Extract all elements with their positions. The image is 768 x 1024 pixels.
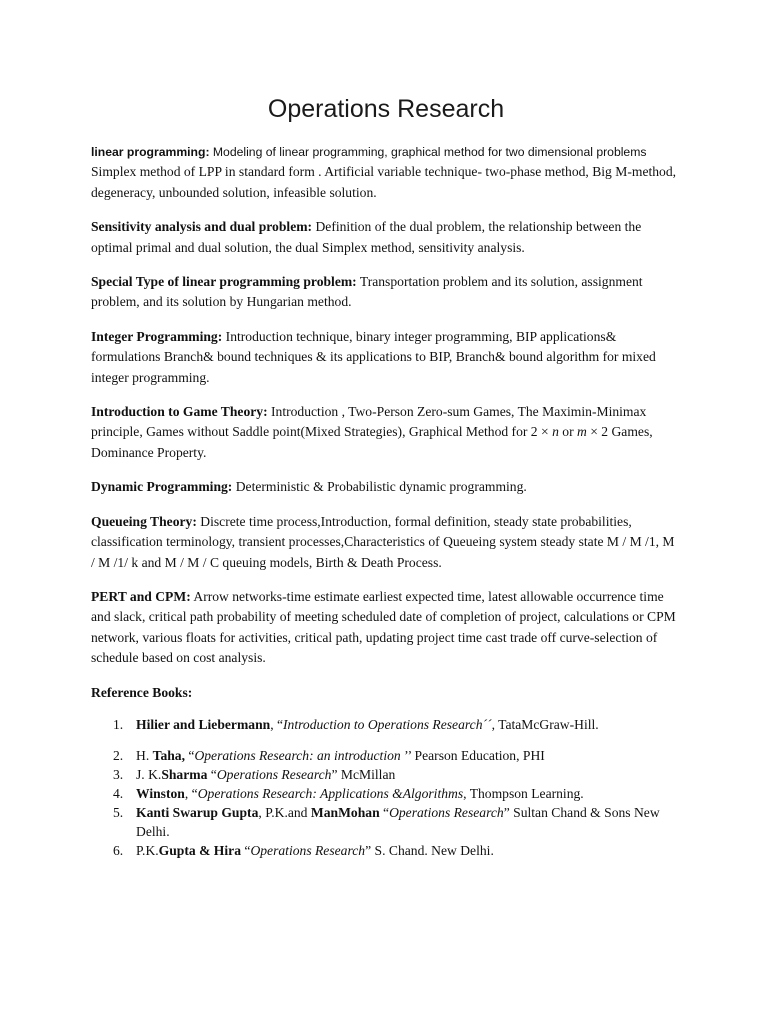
reference-text: “ xyxy=(207,766,217,782)
section-body: Introduction , Two-Person Zero-sum Games, The Maximin-Minimax principle, Games without Saddle point(Mixed Strategies), Graphical Method for 2 × xyxy=(91,404,647,440)
section-heading: Special Type of linear programming problem: xyxy=(91,274,357,290)
reference-title: Operations Research xyxy=(216,766,332,782)
reference-author: Winston xyxy=(136,785,185,801)
page-title: Operations Research xyxy=(267,95,505,123)
section-body: Simplex method of LPP in standard form . Artificial variable technique- two-phase method, Big M-method, degeneracy, unbounded solution, infeasible solution. xyxy=(91,164,677,200)
reference-number: 1. xyxy=(113,716,124,732)
section-heading: Queueing Theory: xyxy=(91,513,197,529)
reference-author: Gupta & Hira xyxy=(158,842,241,858)
reference-item xyxy=(91,715,681,734)
reference-title: Operations Research: an introduction xyxy=(194,747,401,763)
reference-author: Taha, xyxy=(152,747,185,763)
reference-item xyxy=(91,746,681,765)
reference-publisher: , TataMcGraw-Hill. xyxy=(491,716,599,732)
section-integer-programming xyxy=(91,327,681,388)
reference-title: Operations Research xyxy=(250,842,366,858)
reference-number: 5. xyxy=(113,804,124,820)
reference-title: Operations Research xyxy=(389,804,504,820)
reference-number: 4. xyxy=(113,785,124,801)
reference-author: Hilier and Liebermann xyxy=(136,716,271,732)
math-var-n: n xyxy=(552,424,559,440)
reference-item xyxy=(91,784,681,803)
reference-publisher: ” S. Chand. New Delhi. xyxy=(365,842,494,858)
section-body: Definition of the dual problem, the relationship between the optimal primal and dual solution, the dual Simplex method, sensitivity analysis. xyxy=(91,219,642,255)
reference-text: “ xyxy=(185,747,195,763)
reference-text: H. xyxy=(136,747,153,763)
reference-text: , P.K.and xyxy=(258,804,311,820)
document-page xyxy=(91,92,681,860)
references-heading: Reference Books: xyxy=(91,684,193,700)
section-heading: Sensitivity analysis and dual problem: xyxy=(91,219,313,235)
section-queueing-theory xyxy=(91,512,681,573)
section-heading: Integer Programming: xyxy=(91,328,223,344)
reference-author: ManMohan xyxy=(310,804,380,820)
reference-title: Operations Research: Applications &Algorithms xyxy=(197,785,464,801)
reference-publisher: ” Sultan Chand & Sons New Delhi. xyxy=(136,804,660,839)
reference-author: Kanti Swarup Gupta xyxy=(136,804,259,820)
section-special-lpp xyxy=(91,272,681,313)
section-heading: PERT and CPM: xyxy=(91,588,191,604)
reference-item xyxy=(91,803,681,841)
section-body: Discrete time process,Introduction, formal definition, steady state probabilities, classification terminology, transient processes,Characteristics of Queueing system steady state M / M /1, M / M /1/ k and M / M / C queuing models, Birth & Death Process. xyxy=(91,513,675,570)
reference-publisher: ” McMillan xyxy=(331,766,396,782)
reference-publisher: , Thompson Learning. xyxy=(463,785,584,801)
reference-text: “ xyxy=(379,804,390,820)
reference-text: , “ xyxy=(270,716,284,732)
reference-text: “ xyxy=(241,842,251,858)
reference-list xyxy=(91,715,681,860)
section-heading: Dynamic Programming: xyxy=(91,479,233,495)
section-pert-cpm xyxy=(91,587,681,669)
reference-text: J. K. xyxy=(136,766,162,782)
section-body: Transportation problem and its solution, assignment problem, and its solution by Hungarian method. xyxy=(91,274,643,310)
reference-text: P.K. xyxy=(136,842,159,858)
section-body: Arrow networks-time estimate earliest expected time, latest allowable occurrence time and slack, critical path probability of meeting scheduled date of completion of project, calculations or CPM network, various floats for activities, critical path, updating project time cast trade off curve-selection of schedule based on cost analysis. xyxy=(91,588,676,666)
section-game-theory xyxy=(91,402,681,463)
section-heading: linear programming: xyxy=(91,145,210,159)
reference-number: 3. xyxy=(113,766,124,782)
reference-title: Introduction to Operations Research´´ xyxy=(283,716,492,732)
reference-item xyxy=(91,841,681,860)
section-dynamic-programming xyxy=(91,477,681,497)
section-body-or: or xyxy=(558,424,577,440)
math-var-m: m xyxy=(577,424,587,440)
reference-author: Sharma xyxy=(161,766,208,782)
section-linear-programming xyxy=(91,142,681,203)
section-body: Deterministic & Probabilistic dynamic programming. xyxy=(232,479,527,495)
section-sensitivity-analysis xyxy=(91,217,681,258)
reference-number: 2. xyxy=(113,747,124,763)
reference-item xyxy=(91,765,681,784)
section-body: Introduction technique, binary integer programming, BIP applications& formulations Branch& bound techniques & its applications to BIP, Branch& bound algorithm for mixed integer programming. xyxy=(91,328,656,385)
section-body-tail: × 2 Games, Dominance Property. xyxy=(91,424,653,460)
section-heading: Introduction to Game Theory: xyxy=(91,404,268,420)
reference-text: , “ xyxy=(184,785,198,801)
reference-publisher: ’’ Pearson Education, PHI xyxy=(400,747,545,763)
section-lead: Modeling of linear programming, graphical method for two dimensional problems xyxy=(209,145,647,159)
reference-number: 6. xyxy=(113,842,124,858)
